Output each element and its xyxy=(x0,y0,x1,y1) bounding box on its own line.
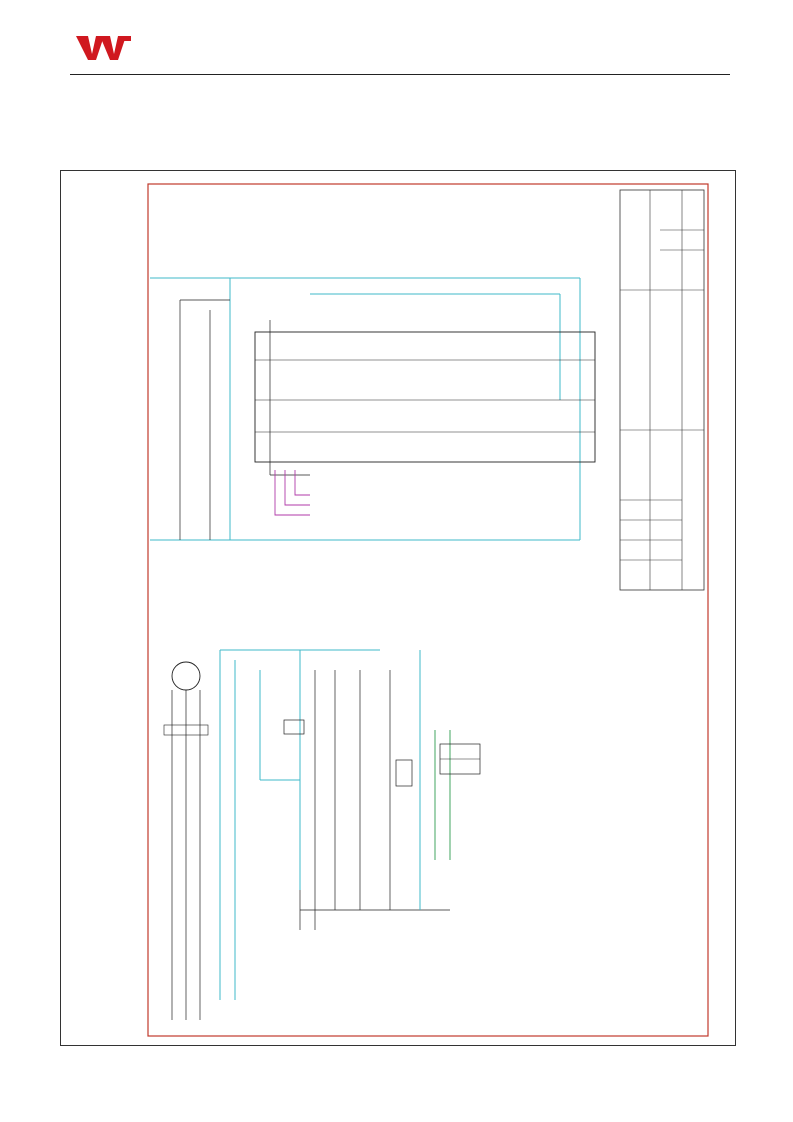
pressure-gauge-icon xyxy=(396,760,412,786)
page-header xyxy=(70,28,730,78)
plc-module xyxy=(255,332,595,462)
brand-logo-icon xyxy=(76,32,132,62)
electrical-schematic xyxy=(60,170,734,1044)
control-wiring xyxy=(150,278,580,540)
power-circuit xyxy=(164,650,480,1020)
motor-icon xyxy=(172,662,200,690)
relay-coil-icon xyxy=(284,720,304,734)
title-block xyxy=(620,190,704,590)
header-divider xyxy=(70,74,730,75)
